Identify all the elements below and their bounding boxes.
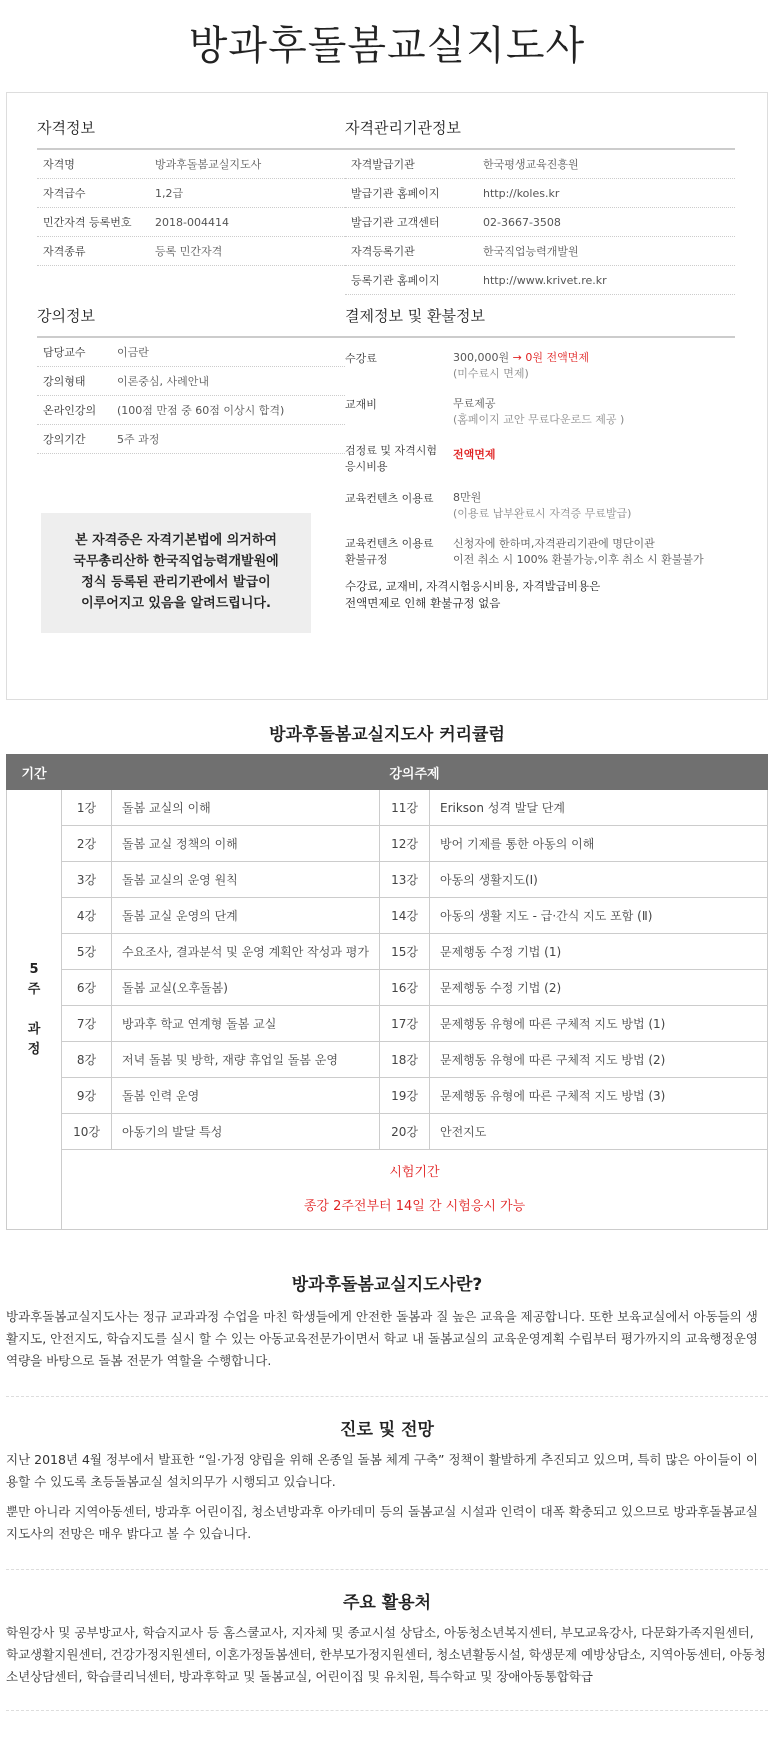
career-body: 뿐만 아니라 지역아동센터, 방과후 어린이집, 청소년방과후 아카데미 등의 돌봄교실 시설과 인력이 대폭 확충되고 있으므로 방과후돌봄교실지도사의 전망은 매우 밝다고 볼 수 있습니다. xyxy=(6,1504,758,1541)
page-title: 방과후돌봄교실지도사 xyxy=(188,23,586,69)
about-section xyxy=(6,1230,768,1372)
lesson-topic: 돌봄 교실 정책의 이해 xyxy=(112,826,380,862)
info-value: 등록 민간자격 xyxy=(155,245,223,258)
textbook-row xyxy=(345,384,735,431)
lesson-number: 13강 xyxy=(380,862,430,898)
content-fee-note: (이용료 납부완료시 자격증 무료발급) xyxy=(453,507,632,520)
homepage-link[interactable]: http://www.krivet.re.kr xyxy=(483,273,607,287)
info-key: 응시비용 xyxy=(345,460,388,473)
info-value: 이론중심, 사례안내 xyxy=(117,375,210,388)
career-section xyxy=(6,1397,768,1545)
textbook-value: 무료제공 xyxy=(453,397,496,410)
usage-title: 주요 활용처 xyxy=(342,1593,432,1613)
period-char: 정 xyxy=(27,1041,41,1057)
table-row xyxy=(7,898,768,934)
info-key: 검정료 및 자격시험 xyxy=(345,444,438,457)
homepage-link[interactable]: http://koles.kr xyxy=(483,186,560,200)
lesson-topic: 돌봄 인력 운영 xyxy=(112,1078,380,1114)
tuition-note: (미수료시 면제) xyxy=(453,367,529,380)
lesson-number: 20강 xyxy=(380,1114,430,1150)
exam-desc: 종강 2주전부터 14일 간 시험응시 가능 xyxy=(303,1198,526,1214)
period-char: 주 xyxy=(27,981,41,997)
info-key: 온라인강의 xyxy=(43,404,97,417)
period-char: 5 xyxy=(29,961,39,977)
lesson-number: 8강 xyxy=(62,1042,112,1078)
info-key: 발급기관 홈페이지 xyxy=(351,187,440,200)
lesson-number: 14강 xyxy=(380,898,430,934)
lesson-topic: 안전지도 xyxy=(430,1114,768,1150)
section-title: 결제정보 및 환불정보 xyxy=(345,305,735,338)
info-box xyxy=(6,92,768,700)
content-fee-value: 8만원 xyxy=(453,491,482,504)
lesson-topic: 돌봄 교실의 운영 원칙 xyxy=(112,862,380,898)
table-row xyxy=(7,1078,768,1114)
refund-row xyxy=(345,524,735,568)
section-title: 자격정보 xyxy=(37,117,345,150)
info-value: 한국평생교육진흥원 xyxy=(483,158,579,171)
table-row xyxy=(7,862,768,898)
section-title: 강의정보 xyxy=(37,305,345,338)
info-row xyxy=(345,150,735,179)
info-key: 자격명 xyxy=(43,158,75,171)
info-value: 2018-004414 xyxy=(155,215,229,229)
footnote-line: 전액면제로 인해 환불규정 없음 xyxy=(345,596,501,610)
lesson-topic: 아동기의 발달 특성 xyxy=(112,1114,380,1150)
lesson-topic: 문제행동 수정 기법 (1) xyxy=(430,934,768,970)
info-key: 민간자격 등록번호 xyxy=(43,216,132,229)
table-row xyxy=(7,1006,768,1042)
exam-fee-value: 전액면제 xyxy=(453,448,496,461)
lesson-number: 1강 xyxy=(62,790,112,826)
info-row xyxy=(345,179,735,208)
info-row xyxy=(37,208,345,237)
info-row xyxy=(37,425,345,454)
lesson-number: 6강 xyxy=(62,970,112,1006)
info-value: 1,2급 xyxy=(155,187,184,200)
info-key: 자격종류 xyxy=(43,245,86,258)
notice-line: 정식 등록된 관리기관에서 발급이 xyxy=(81,575,271,590)
info-key: 수강료 xyxy=(345,352,377,365)
info-row xyxy=(345,266,735,295)
lesson-number: 18강 xyxy=(380,1042,430,1078)
lesson-number: 9강 xyxy=(62,1078,112,1114)
col-topic-header: 강의주제 xyxy=(62,755,768,790)
lesson-number: 5강 xyxy=(62,934,112,970)
info-key: 교육컨텐츠 이용료 xyxy=(345,492,434,505)
lesson-number: 17강 xyxy=(380,1006,430,1042)
usage-section xyxy=(6,1570,768,1688)
lesson-topic: 수요조사, 결과분석 및 운영 계획안 작성과 평가 xyxy=(112,934,380,970)
info-row xyxy=(37,367,345,396)
lesson-topic: 방어 기제를 통한 아동의 이해 xyxy=(430,826,768,862)
lesson-number: 12강 xyxy=(380,826,430,862)
exam-fee-row xyxy=(345,431,735,478)
table-header-row xyxy=(7,755,768,790)
notice-line: 이루어지고 있음을 알려드립니다. xyxy=(81,596,271,611)
info-key: 교재비 xyxy=(345,398,377,411)
tuition-free: 0원 전액면제 xyxy=(525,351,589,364)
curriculum-table xyxy=(6,754,768,1230)
info-key: 자격등록기관 xyxy=(351,245,415,258)
info-value: 02-3667-3508 xyxy=(483,215,561,229)
lesson-topic: 문제행동 수정 기법 (2) xyxy=(430,970,768,1006)
info-value: 5주 과정 xyxy=(117,433,160,446)
lesson-number: 16강 xyxy=(380,970,430,1006)
lesson-topic: 문제행동 유형에 따른 구체적 지도 방법 (3) xyxy=(430,1078,768,1114)
period-cell xyxy=(7,790,62,1230)
content-fee-row xyxy=(345,478,735,524)
refund-footnote xyxy=(345,568,735,612)
career-body: 지난 2018년 4월 정부에서 발표한 “일·가정 양립을 위해 온종일 돌봄 체계 구축” 정책이 활발하게 추진되고 있으며, 특히 많은 아이들이 이용할 수 있도록 초등돌봄교실 설치의무가 시행되고 있습니다. xyxy=(6,1452,758,1489)
info-key: 자격발급기관 xyxy=(351,158,415,171)
tuition-row xyxy=(345,338,735,384)
info-key: 발급기관 고객센터 xyxy=(351,216,440,229)
info-key: 자격급수 xyxy=(43,187,86,200)
exam-title: 시험기간 xyxy=(389,1164,440,1180)
career-title: 진로 및 전망 xyxy=(340,1420,434,1440)
info-value: 방과후돌봄교실지도사 xyxy=(155,158,262,171)
arrow-icon: → xyxy=(512,351,522,364)
exam-row xyxy=(7,1150,768,1230)
curriculum-title: 방과후돌봄교실지도사 커리큘럼 xyxy=(269,725,505,745)
info-key: 담당교수 xyxy=(43,346,86,359)
lesson-topic: 아동의 생활지도(Ⅰ) xyxy=(430,862,768,898)
info-key: 등록기관 홈페이지 xyxy=(351,274,440,287)
notice-box xyxy=(41,513,311,633)
table-row xyxy=(7,826,768,862)
period-char: 과 xyxy=(27,1021,41,1037)
info-key: 교육컨텐츠 이용료 xyxy=(345,537,434,550)
table-row xyxy=(7,1114,768,1150)
info-row xyxy=(37,179,345,208)
lesson-topic: 돌봄 교실 운영의 단계 xyxy=(112,898,380,934)
lesson-topic: 방과후 학교 연계형 돌봄 교실 xyxy=(112,1006,380,1042)
lecture-info-section xyxy=(37,305,345,454)
payment-info-section xyxy=(345,305,735,612)
exam-cell xyxy=(62,1150,768,1230)
lesson-number: 7강 xyxy=(62,1006,112,1042)
table-row xyxy=(7,934,768,970)
textbook-note: (홈페이지 교안 무료다운로드 제공 ) xyxy=(453,413,625,426)
lesson-number: 15강 xyxy=(380,934,430,970)
info-value: 이금란 xyxy=(117,346,149,359)
refund-text: 이전 취소 시 100% 환불가능,이후 취소 시 환불불가 xyxy=(453,553,704,566)
lesson-topic: 저녁 돌봄 및 방학, 재량 휴업일 돌봄 운영 xyxy=(112,1042,380,1078)
refund-text: 신청자에 한하며,자격관리기관에 명단이관 xyxy=(453,537,655,550)
qualification-info-section xyxy=(37,117,345,266)
notice-line: 본 자격증은 자격기본법에 의거하여 xyxy=(75,533,277,548)
lesson-topic: 돌봄 교실의 이해 xyxy=(112,790,380,826)
tuition-price: 300,000원 xyxy=(453,351,510,364)
usage-body: 학원강사 및 공부방교사, 학습지교사 등 홈스쿨교사, 지자체 및 종교시설 상담소, 아동청소년복지센터, 부모교육강사, 다문화가족지원센터, 학교생활지원센터, 건강가정지원센터, 이혼가정돌봄센터, 한부모가정지원센터, 청소년활동시설, 학생문제 예방상담소, 지역아동센터, 아동청소년상담센터, 학습클리닉센터, 방과후학교 및 돌봄교실, 어린이집 및 유치원, 특수학교 및 장애아동통합학급 xyxy=(6,1625,766,1684)
col-period-header: 기간 xyxy=(7,755,62,790)
table-row xyxy=(7,970,768,1006)
lesson-number: 2강 xyxy=(62,826,112,862)
lesson-number: 10강 xyxy=(62,1114,112,1150)
section-title: 자격관리기관정보 xyxy=(345,117,735,150)
info-row xyxy=(345,237,735,266)
lesson-number: 3강 xyxy=(62,862,112,898)
divider xyxy=(6,1710,768,1711)
info-row xyxy=(37,150,345,179)
curriculum-body xyxy=(7,790,768,1230)
info-key: 강의기간 xyxy=(43,433,86,446)
info-key: 환불규정 xyxy=(345,553,388,566)
notice-line: 국무총리산하 한국직업능력개발원에 xyxy=(73,554,279,569)
about-body: 방과후돌봄교실지도사는 정규 교과과정 수업을 마친 학생들에게 안전한 돌봄과 질 높은 교육을 제공합니다. 또한 보육교실에서 아동들의 생활지도, 안전지도, 학습지도를 실시 할 수 있는 아동교육전문가이면서 학교 내 돌봄교실의 교육운영계획 수립부터 평가까지의 교육행정운영 역량을 바탕으로 돌봄 전문가 역할을 수행합니다. xyxy=(6,1309,758,1368)
info-row xyxy=(37,338,345,367)
footnote-line: 수강료, 교재비, 자격시험응시비용, 자격발급비용은 xyxy=(345,579,601,593)
lesson-number: 4강 xyxy=(62,898,112,934)
lesson-topic: 문제행동 유형에 따른 구체적 지도 방법 (1) xyxy=(430,1006,768,1042)
lesson-topic: Erikson 성격 발달 단계 xyxy=(430,790,768,826)
info-value: (100점 만점 중 60점 이상시 합격) xyxy=(117,404,285,417)
info-row xyxy=(37,396,345,425)
table-row xyxy=(7,1042,768,1078)
info-row xyxy=(37,237,345,266)
info-key: 강의형태 xyxy=(43,375,86,388)
table-row xyxy=(7,790,768,826)
lesson-number: 19강 xyxy=(380,1078,430,1114)
info-value: 한국직업능력개발원 xyxy=(483,245,579,258)
agency-info-section xyxy=(345,117,735,295)
about-title: 방과후돌봄교실지도사란? xyxy=(291,1275,483,1295)
lesson-topic: 아동의 생활 지도 - 급·간식 지도 포함 (Ⅱ) xyxy=(430,898,768,934)
lesson-topic: 돌봄 교실(오후돌봄) xyxy=(112,970,380,1006)
lesson-number: 11강 xyxy=(380,790,430,826)
info-row xyxy=(345,208,735,237)
lesson-topic: 문제행동 유형에 따른 구체적 지도 방법 (2) xyxy=(430,1042,768,1078)
